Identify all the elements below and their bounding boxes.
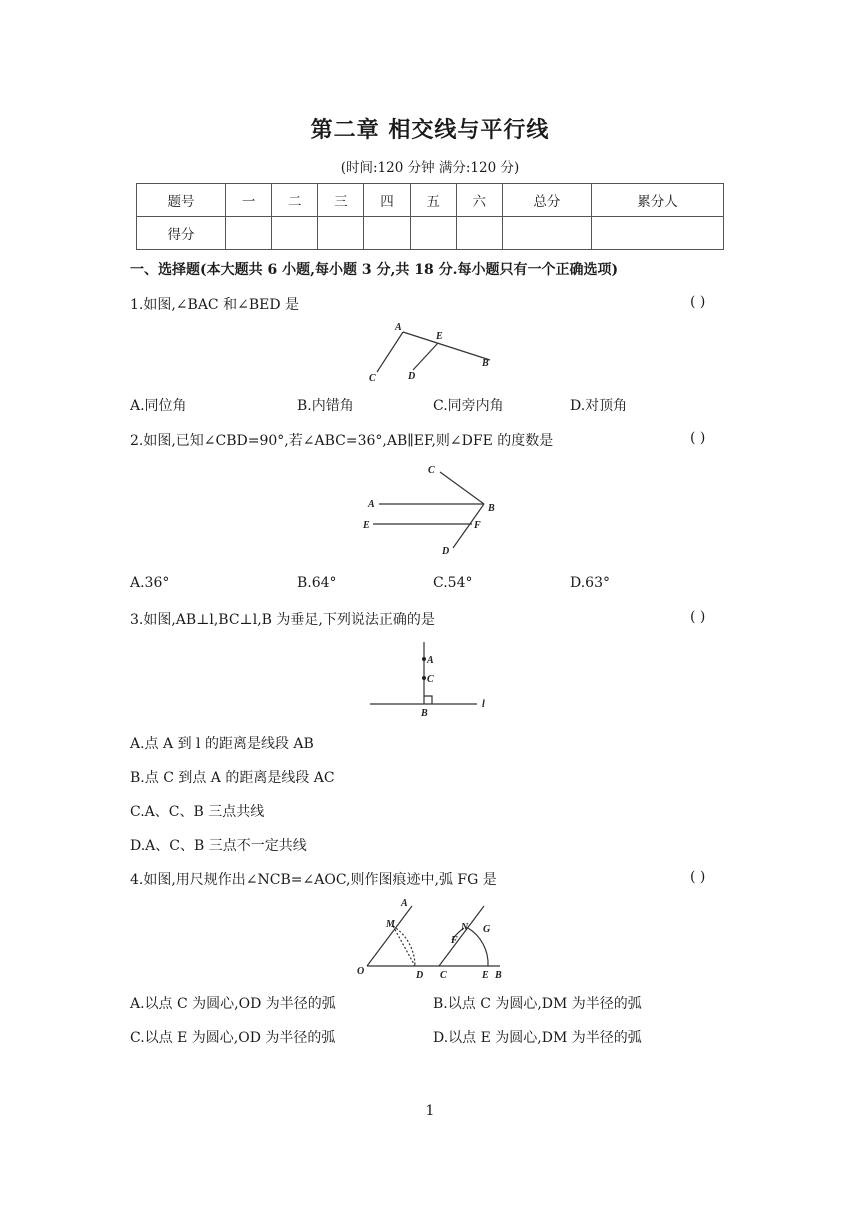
answer-paren[interactable]: ( ) (690, 430, 706, 446)
point-c (422, 676, 426, 680)
fig-label: l (482, 699, 485, 710)
fig-label: B (421, 708, 428, 719)
fig-label: G (483, 924, 491, 935)
fig-label: M (386, 919, 395, 930)
score-table-header-row (137, 184, 724, 217)
q4-option-c[interactable]: C.以点 E 为圆心,OD 为半径的弧 (130, 1030, 336, 1046)
q2-option-b[interactable]: B.64° (297, 575, 337, 591)
question-4-stem: 4.如图,用尺规作出∠NCB=∠AOC,则作图痕迹中,弧 FG 是 (130, 872, 497, 888)
score-table-cell: 三 (318, 184, 364, 217)
line-ab (403, 332, 490, 360)
line-cb (440, 472, 484, 504)
exam-subtitle: (时间:120 分钟 满分:120 分) (340, 160, 520, 176)
score-cell[interactable] (318, 217, 364, 250)
q4-option-a[interactable]: A.以点 C 为圆心,OD 为半径的弧 (130, 996, 336, 1012)
question-1-stem: 1.如图,∠BAC 和∠BED 是 (130, 297, 300, 313)
score-table-cell: 累分人 (591, 184, 723, 217)
point-a (422, 657, 426, 661)
score-table-cell: 总分 (502, 184, 591, 217)
fig-label: C (428, 465, 435, 476)
fig-label: D (416, 970, 424, 981)
q4-option-d[interactable]: D.以点 E 为圆心,DM 为半径的弧 (433, 1030, 642, 1046)
right-angle-mark (424, 696, 432, 704)
score-cell[interactable] (591, 217, 723, 250)
fig-label: F (451, 935, 458, 946)
answer-paren[interactable]: ( ) (690, 869, 706, 885)
q1-option-b[interactable]: B.内错角 (297, 398, 354, 414)
answer-paren[interactable]: ( ) (690, 294, 706, 310)
score-table-cell: 四 (364, 184, 410, 217)
q3-option-a[interactable]: A.点 A 到 l 的距离是线段 AB (130, 736, 314, 752)
fig-label: E (436, 331, 443, 342)
score-table-cell: 六 (456, 184, 502, 217)
q4-option-b[interactable]: B.以点 C 为圆心,DM 为半径的弧 (433, 996, 642, 1012)
fig-label: B (495, 970, 502, 981)
score-cell[interactable] (272, 217, 318, 250)
question-2-figure (360, 458, 510, 563)
question-2-stem: 2.如图,已知∠CBD=90°,若∠ABC=36°,AB∥EF,则∠DFE 的度数是 (130, 433, 554, 449)
line-ac (377, 332, 403, 372)
answer-paren[interactable]: ( ) (690, 609, 706, 625)
question-3-stem: 3.如图,AB⊥l,BC⊥l,B 为垂足,下列说法正确的是 (130, 612, 435, 628)
fig-label: A (427, 655, 434, 666)
page-number: 1 (425, 1103, 435, 1119)
page-title: 第二章 相交线与平行线 (310, 118, 550, 143)
question-3-figure (365, 638, 495, 720)
fig-label: A (401, 898, 408, 909)
q3-option-c[interactable]: C.A、C、B 三点共线 (130, 804, 265, 820)
fig-label: B (488, 503, 495, 514)
q1-option-c[interactable]: C.同旁内角 (433, 398, 504, 414)
q2-option-d[interactable]: D.63° (570, 575, 610, 591)
question-4-figure (350, 894, 510, 982)
fig-label: D (408, 371, 416, 382)
fig-label: E (363, 520, 370, 531)
q3-option-d[interactable]: D.A、C、B 三点不一定共线 (130, 838, 307, 854)
fig-label: C (427, 674, 434, 685)
fig-label: B (482, 358, 489, 369)
fig-label: A (395, 322, 402, 333)
fig-label: N (461, 922, 469, 933)
ray-oa (367, 906, 412, 966)
arc-md (393, 926, 415, 966)
chord-md (393, 926, 415, 966)
fig-label: D (442, 546, 450, 557)
fig-label: C (440, 970, 447, 981)
q1-option-d[interactable]: D.对顶角 (570, 398, 628, 414)
score-table (136, 183, 724, 250)
score-cell[interactable] (226, 217, 272, 250)
q2-option-c[interactable]: C.54° (433, 575, 473, 591)
fig-label: F (474, 520, 481, 531)
question-1-figure (360, 318, 500, 388)
q3-option-b[interactable]: B.点 C 到点 A 的距离是线段 AC (130, 770, 335, 786)
score-table-cell: 二 (272, 184, 318, 217)
score-cell[interactable] (410, 217, 456, 250)
score-cell[interactable] (364, 217, 410, 250)
score-table-cell: 题号 (137, 184, 226, 217)
q2-option-a[interactable]: A.36° (130, 575, 170, 591)
fig-label: O (357, 966, 365, 977)
score-table-score-row (137, 217, 724, 250)
section-heading-choice: 一、选择题(本大题共 6 小题,每小题 3 分,共 18 分.每小题只有一个正确选项) (130, 262, 619, 278)
score-cell[interactable] (456, 217, 502, 250)
score-table-row-label: 得分 (137, 217, 226, 250)
fig-label: E (482, 970, 489, 981)
line-ed (413, 343, 438, 370)
fig-label: C (369, 373, 376, 384)
score-table-cell: 一 (226, 184, 272, 217)
score-cell[interactable] (502, 217, 591, 250)
fig-label: A (368, 499, 375, 510)
score-table-cell: 五 (410, 184, 456, 217)
q1-option-a[interactable]: A.同位角 (130, 398, 187, 414)
